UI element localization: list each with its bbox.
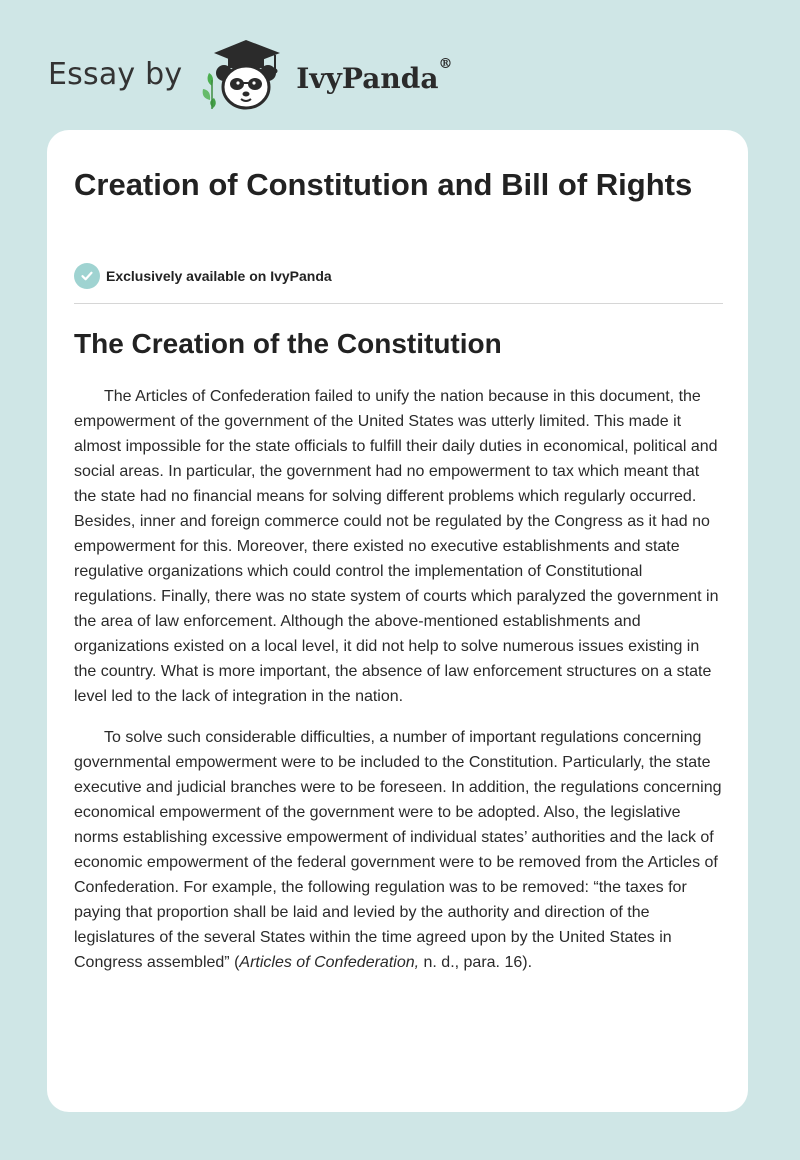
registered-mark: ® — [438, 55, 453, 72]
check-circle-icon — [74, 263, 100, 289]
divider — [74, 303, 723, 304]
brand-name: IvyPanda® — [296, 55, 453, 95]
essay-body — [74, 384, 724, 991]
paragraph-2 — [74, 725, 724, 975]
citation-details: n. d., para. 16). — [419, 954, 533, 971]
paragraph-2-text: To solve such considerable difficulties, a number of important regulations concerning governmental empowerment were to be included to the Constitution. Particularly, the state executive and judicial branches were to be foreseen. In addition, the regulations concerning economical empowerment of the government were to be adopted. Also, the legislative norms establishing excessive empowerment of individual states’ authorities and the lack of economic empowerment of the federal government were to be removed from the Articles of Confederation. For example, the following regulation was to be removed: “the taxes for paying that proportion shall be laid and levied by the authority and direction of the legislatures of the several States within the time agreed upon by the United States in Congress assembled” ( — [74, 729, 722, 971]
citation-title: Articles of Confederation, — [239, 954, 420, 971]
section-heading: The Creation of the Constitution — [74, 328, 502, 359]
paragraph-1: The Articles of Confederation failed to unify the nation because in this document, the empowerment of the government of the United States was utterly limited. This made it almost impossible for the state officials to fulfill their daily duties in economical, political and social areas. In particular, the government had no empowerment to tax which meant that the state had no financial means for solving different problems which regularly occurred. Besides, inner and foreign commerce could not be regulated by the Congress as it had no empowerment for this. Moreover, there existed no executive establishments and state regulative organizations which could control the implementation of Constitutional regulations. Finally, there was no state system of courts which paralyzed the government in the area of law enforcement. Although the above-mentioned establishments and organizations existed on a local level, it did not help to solve numerous issues existing in the country. What is more important, the absence of law enforcement structures on a state level led to the lack of integration in the nation. — [74, 388, 719, 705]
essay-by-label: Essay by — [48, 56, 183, 92]
essay-title: Creation of Constitution and Bill of Rights — [74, 167, 693, 202]
badge-text: Exclusively available on IvyPanda — [106, 268, 332, 284]
site-header — [48, 34, 452, 114]
essay-card — [47, 130, 748, 1112]
panda-graduation-cap-icon — [200, 36, 292, 112]
exclusive-badge — [74, 263, 332, 289]
